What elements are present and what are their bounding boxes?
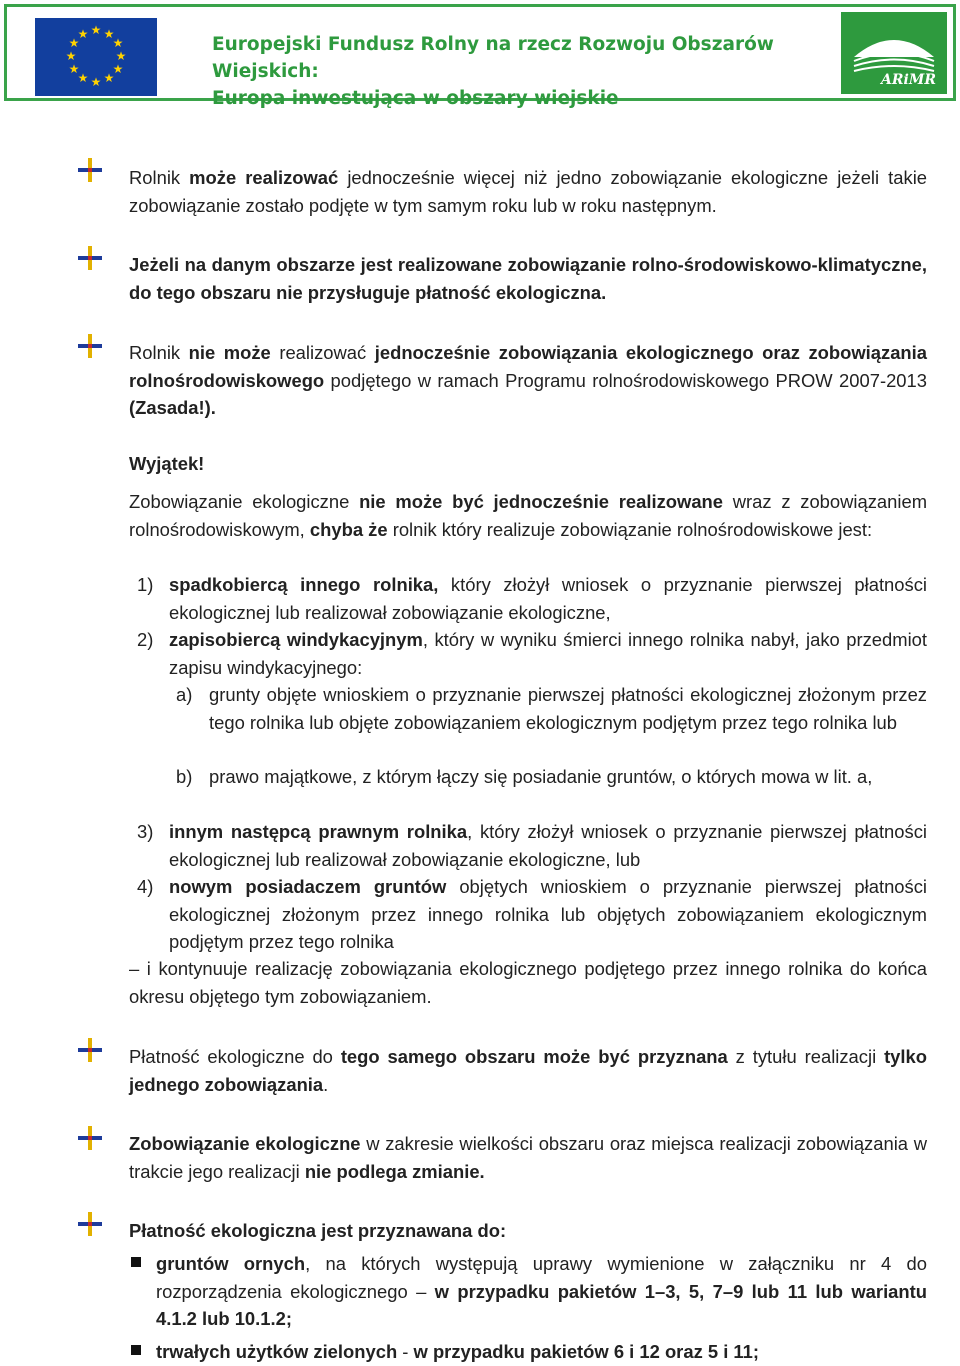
exception-heading xyxy=(129,450,927,478)
item3-text: , który złożył wniosek o przyznanie pierwszej płatności ekologicznej lub realizował zobowiązanie ekologiczne, lub xyxy=(169,821,927,870)
svg-text:★: ★ xyxy=(112,36,124,50)
s6-item2-text: - xyxy=(397,1341,414,1362)
list-number: 1) xyxy=(137,574,154,595)
exc-bold-2: chyba że xyxy=(309,518,388,540)
cross-bullet-icon xyxy=(78,1037,104,1063)
header-title-line1: Europejski Fundusz Rolny na rzecz Rozwoju Obszarów Wiejskich: xyxy=(212,34,774,82)
list-item-2 xyxy=(169,626,927,681)
paragraph-s4 xyxy=(129,1043,927,1098)
s6-item1-bold-2: w przypadku pakietów 1–3, 5, 7–9 lub 11 lub wariantu 4.1.2 lub 10.1.2; xyxy=(156,1280,927,1329)
s5-bold-1: Zobowiązanie ekologiczne xyxy=(129,1133,361,1154)
s5-text-1: w zakresie wielkości obszaru oraz miejsca realizacji zobowiązania w trakcie jego realizacji xyxy=(129,1133,927,1182)
s6-item1-bold: gruntów ornych xyxy=(156,1253,306,1274)
item1-bold: spadkobiercą innego rolnika, xyxy=(169,574,439,595)
svg-text:★: ★ xyxy=(112,62,124,76)
item2-text: , który w wyniku śmierci innego rolnika nabył, jako przedmiot zapisu windykacyjnego: xyxy=(169,629,927,678)
svg-text:★: ★ xyxy=(115,49,127,63)
s6-item1-text: , na których występują uprawy wymienione w załączniku nr 4 do rozporządzenia ekologicznego – xyxy=(156,1253,927,1302)
cross-bullet-icon xyxy=(78,157,104,183)
s1-text-1: Rolnik xyxy=(129,167,190,188)
svg-text:★: ★ xyxy=(65,49,77,63)
s3-text-2: realizować xyxy=(270,342,375,363)
exception-intro xyxy=(129,488,927,543)
sublist-item-b: prawo majątkowe, z którym łączy się posiadanie gruntów, o których mowa w lit. a, xyxy=(209,766,873,787)
svg-text:★: ★ xyxy=(90,75,102,89)
s5-bold-2: nie podlega zmianie. xyxy=(304,1160,485,1182)
list-item-4 xyxy=(169,873,927,956)
s4-bold-2: tylko jednego zobowiązania xyxy=(129,1046,927,1095)
arimr-logo xyxy=(841,12,947,94)
s1-bold-1: może realizować xyxy=(189,167,339,188)
exc-bold-1: nie może być jednocześnie realizowane xyxy=(359,491,724,512)
item2-bold: zapisobiercą windykacyjnym xyxy=(169,629,423,650)
sublist-item-a: grunty objęte wnioskiem o przyznanie pierwszej płatności ekologicznej złożonym przez tego rolnika lub objęte zobowiązaniem ekologicznym podjętym przez tego rolnika lub xyxy=(209,684,927,733)
eu-flag-logo xyxy=(35,18,157,96)
s4-text-3: . xyxy=(323,1073,329,1095)
s4-bold-1: tego samego obszaru może być przyznana xyxy=(340,1046,728,1067)
exception-closing: – i kontynuuje realizację zobowiązania ekologicznego podjętego przez innego rolnika do końca okresu objętego tym zobowiązaniem. xyxy=(129,958,927,1007)
list-number: 2) xyxy=(137,629,154,650)
header-title xyxy=(212,31,852,112)
svg-text:★: ★ xyxy=(68,36,80,50)
s3-text-3: podjętego w ramach Programu rolnośrodowiskowego PROW 2007-2013 xyxy=(324,369,927,391)
s6-item-2 xyxy=(156,1338,927,1366)
exc-text-2: wraz z zobowiązaniem rolnośrodowiskowym, xyxy=(129,491,928,540)
list-number: 3) xyxy=(137,821,154,842)
list-item-1 xyxy=(169,571,927,626)
s2-bold-1: Jeżeli na danym obszarze jest realizowane zobowiązanie rolno-środowiskowo-klimatyczne, do tego obszaru nie przysługuje płatność ekologiczna. xyxy=(129,254,927,303)
svg-text:★: ★ xyxy=(90,23,102,37)
s3-bold-2: jednocześnie zobowiązania ekologicznego oraz zobowiązania rolnośrodowiskowego xyxy=(129,342,927,391)
square-bullet-icon xyxy=(131,1257,141,1267)
svg-text:★: ★ xyxy=(77,71,89,85)
paragraph-s1 xyxy=(129,164,927,219)
s6-item2-bold-2: w przypadku pakietów 6 i 12 oraz 5 i 11; xyxy=(413,1341,759,1362)
svg-text:★: ★ xyxy=(77,27,89,41)
sublist-letter: a) xyxy=(176,684,193,705)
cross-bullet-icon xyxy=(78,1211,104,1237)
item3-bold: innym następcą prawnym rolnika xyxy=(169,821,468,842)
paragraph-s6-heading xyxy=(129,1217,927,1245)
sublist-letter: b) xyxy=(176,766,193,787)
arimr-logo-text: ARiMR xyxy=(881,72,936,88)
cross-bullet-icon xyxy=(78,245,104,271)
paragraph-s3 xyxy=(129,339,927,422)
exc-text-1: Zobowiązanie ekologiczne xyxy=(129,491,360,512)
paragraph-s5 xyxy=(129,1130,927,1185)
s4-text-2: z tytułu realizacji xyxy=(727,1046,885,1067)
paragraph-s2 xyxy=(129,251,927,306)
header-title-line2: Europa inwestująca w obszary wiejskie xyxy=(212,88,619,109)
page-header xyxy=(4,4,956,109)
exception-heading-text: Wyjątek! xyxy=(129,453,205,474)
s3-text-1: Rolnik xyxy=(129,342,189,363)
list-item-3 xyxy=(169,818,927,873)
s6-heading-text: Płatność ekologiczna jest przyznawana do: xyxy=(129,1220,507,1241)
s3-bold-1: nie może xyxy=(188,342,271,363)
item4-text: objętych wnioskiem o przyznanie pierwszej płatności ekologicznej złożonym przez innego rolnika lub objętych zobowiązaniem ekologicznym podjętym przez tego rolnika xyxy=(169,876,927,952)
s3-bold-3: (Zasada!). xyxy=(129,397,216,418)
cross-bullet-icon xyxy=(78,333,104,359)
item4-bold: nowym posiadaczem gruntów xyxy=(169,876,447,897)
exc-text-3: rolnik który realizuje zobowiązanie rolnośrodowiskowe jest: xyxy=(387,518,873,540)
s6-item2-bold: trwałych użytków zielonych xyxy=(156,1341,398,1362)
s4-text-1: Płatność ekologiczne do xyxy=(129,1046,341,1067)
cross-bullet-icon xyxy=(78,1125,104,1151)
square-bullet-icon xyxy=(131,1345,141,1355)
svg-text:★: ★ xyxy=(103,71,115,85)
list-number: 4) xyxy=(137,876,154,897)
item1-text: który złożył wniosek o przyznanie pierwszej płatności ekologicznej lub realizował zobowiązanie ekologiczne, xyxy=(169,574,927,623)
svg-text:★: ★ xyxy=(103,27,115,41)
s6-item-1 xyxy=(156,1250,927,1333)
svg-text:★: ★ xyxy=(68,62,80,76)
s1-text-2: jednocześnie więcej niż jedno zobowiązanie ekologiczne jeżeli takie zobowiązanie zostało podjęte w tym samym roku lub w roku następnym. xyxy=(129,167,928,216)
